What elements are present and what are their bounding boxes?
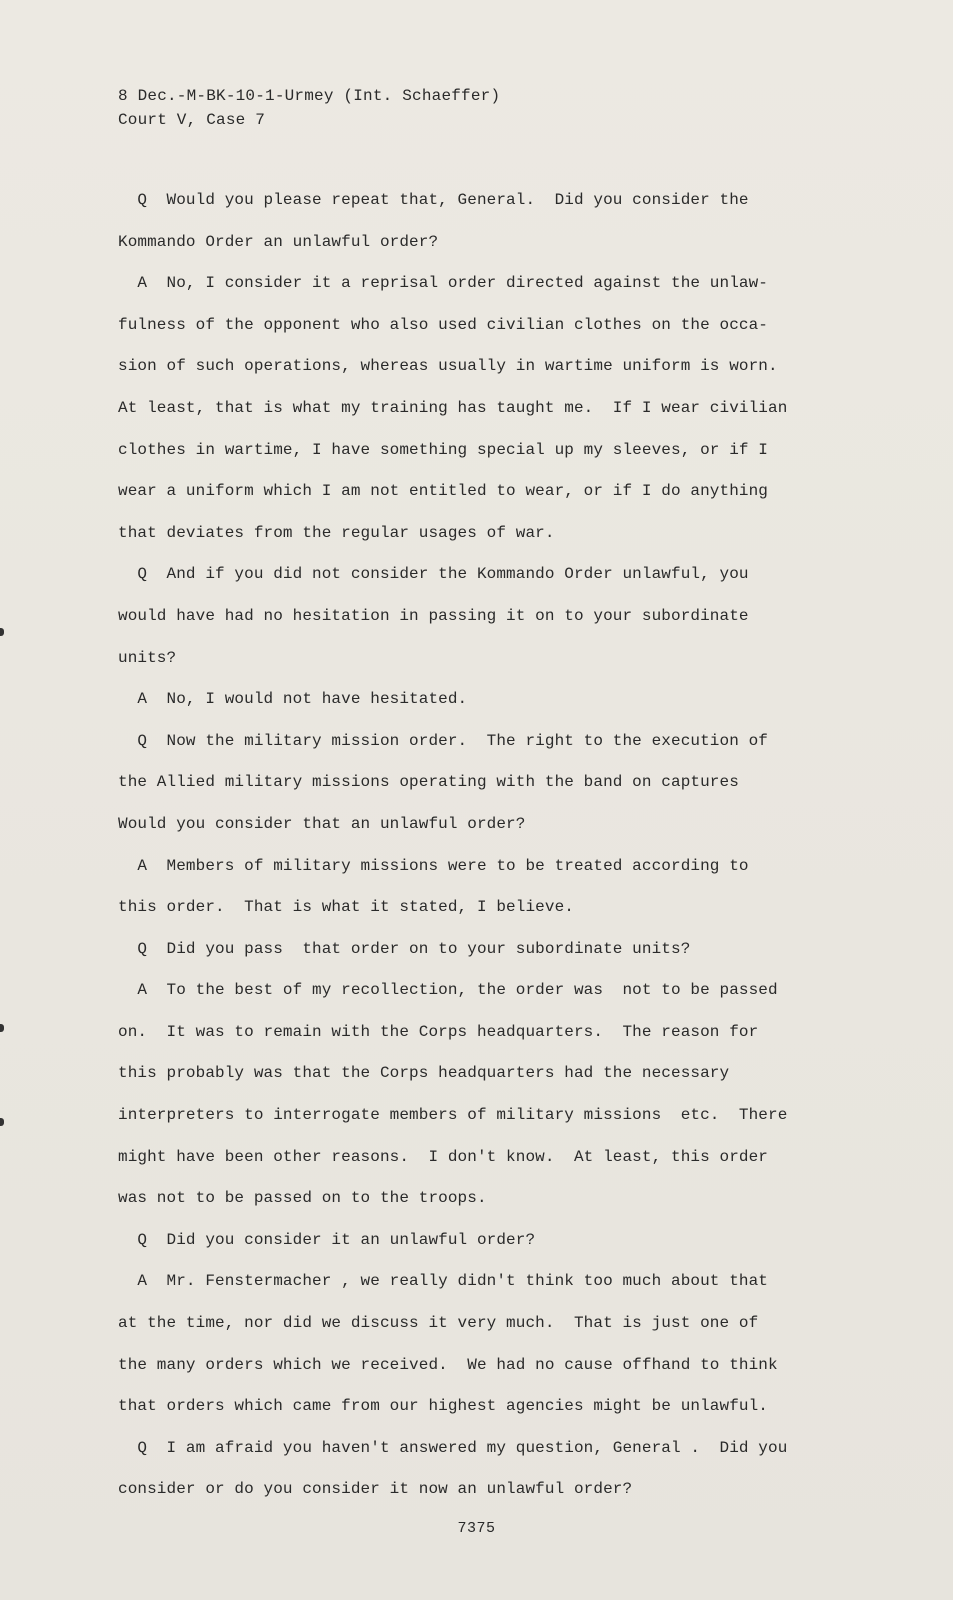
- transcript-line: was not to be passed on to the troops.: [118, 1189, 487, 1208]
- transcript-line: the many orders which we received. We had no cause offhand to think: [118, 1355, 778, 1374]
- document-header: [118, 84, 500, 132]
- transcript-line: Q And if you did not consider the Kommando Order unlawful, you: [118, 565, 749, 584]
- transcript-line: A Members of military missions were to be treated according to: [118, 856, 749, 875]
- transcript-line: units?: [118, 648, 177, 667]
- transcript-line: Q I am afraid you haven't answered my question, General . Did you: [118, 1438, 788, 1457]
- transcript-line: would have had no hesitation in passing it on to your subordinate: [118, 606, 749, 625]
- transcript-line: on. It was to remain with the Corps headquarters. The reason for: [118, 1022, 759, 1041]
- transcript-line: Q Did you consider it an unlawful order?: [118, 1230, 536, 1249]
- header-line-court: Court V, Case 7: [118, 111, 266, 129]
- transcript-line: at the time, nor did we discuss it very much. That is just one of: [118, 1314, 759, 1333]
- transcript-line: Q Now the military mission order. The right to the execution of: [118, 731, 769, 750]
- transcript-line: A No, I consider it a reprisal order directed against the unlaw-: [118, 274, 769, 293]
- page-number: 7375: [457, 1520, 496, 1537]
- binding-hole-mark: [0, 628, 4, 636]
- transcript-body: [118, 188, 838, 1519]
- binding-hole-mark: [0, 1024, 4, 1032]
- transcript-line: consider or do you consider it now an unlawful order?: [118, 1480, 633, 1499]
- transcript-line: this order. That is what it stated, I believe.: [118, 898, 574, 917]
- transcript-line: Q Did you pass that order on to your subordinate units?: [118, 939, 691, 958]
- transcript-line: might have been other reasons. I don't know. At least, this order: [118, 1147, 769, 1166]
- transcript-line: fulness of the opponent who also used civilian clothes on the occa-: [118, 315, 769, 334]
- transcript-line: Kommando Order an unlawful order?: [118, 232, 439, 251]
- transcript-line: that deviates from the regular usages of war.: [118, 523, 555, 542]
- transcript-line: sion of such operations, whereas usually in wartime uniform is worn.: [118, 357, 778, 376]
- transcript-line: A To the best of my recollection, the order was not to be passed: [118, 981, 778, 1000]
- transcript-line: A No, I would not have hesitated.: [118, 690, 468, 709]
- transcript-line: this probably was that the Corps headquarters had the necessary: [118, 1064, 730, 1083]
- transcript-line: wear a uniform which I am not entitled to wear, or if I do anything: [118, 482, 769, 501]
- transcript-line: interpreters to interrogate members of military missions etc. There: [118, 1106, 788, 1125]
- transcript-line: the Allied military missions operating with the band on captures: [118, 773, 739, 792]
- transcript-line: clothes in wartime, I have something special up my sleeves, or if I: [118, 440, 769, 459]
- transcript-line: At least, that is what my training has taught me. If I wear civilian: [118, 398, 788, 417]
- header-line-case-reference: 8 Dec.-M-BK-10-1-Urmey (Int. Schaeffer): [118, 87, 501, 105]
- transcript-line: A Mr. Fenstermacher , we really didn't think too much about that: [118, 1272, 769, 1291]
- transcript-line: Would you consider that an unlawful order?: [118, 814, 526, 833]
- binding-hole-mark: [0, 1118, 4, 1126]
- transcript-line: that orders which came from our highest agencies might be unlawful.: [118, 1397, 769, 1416]
- transcript-line: Q Would you please repeat that, General. Did you consider the: [118, 191, 749, 209]
